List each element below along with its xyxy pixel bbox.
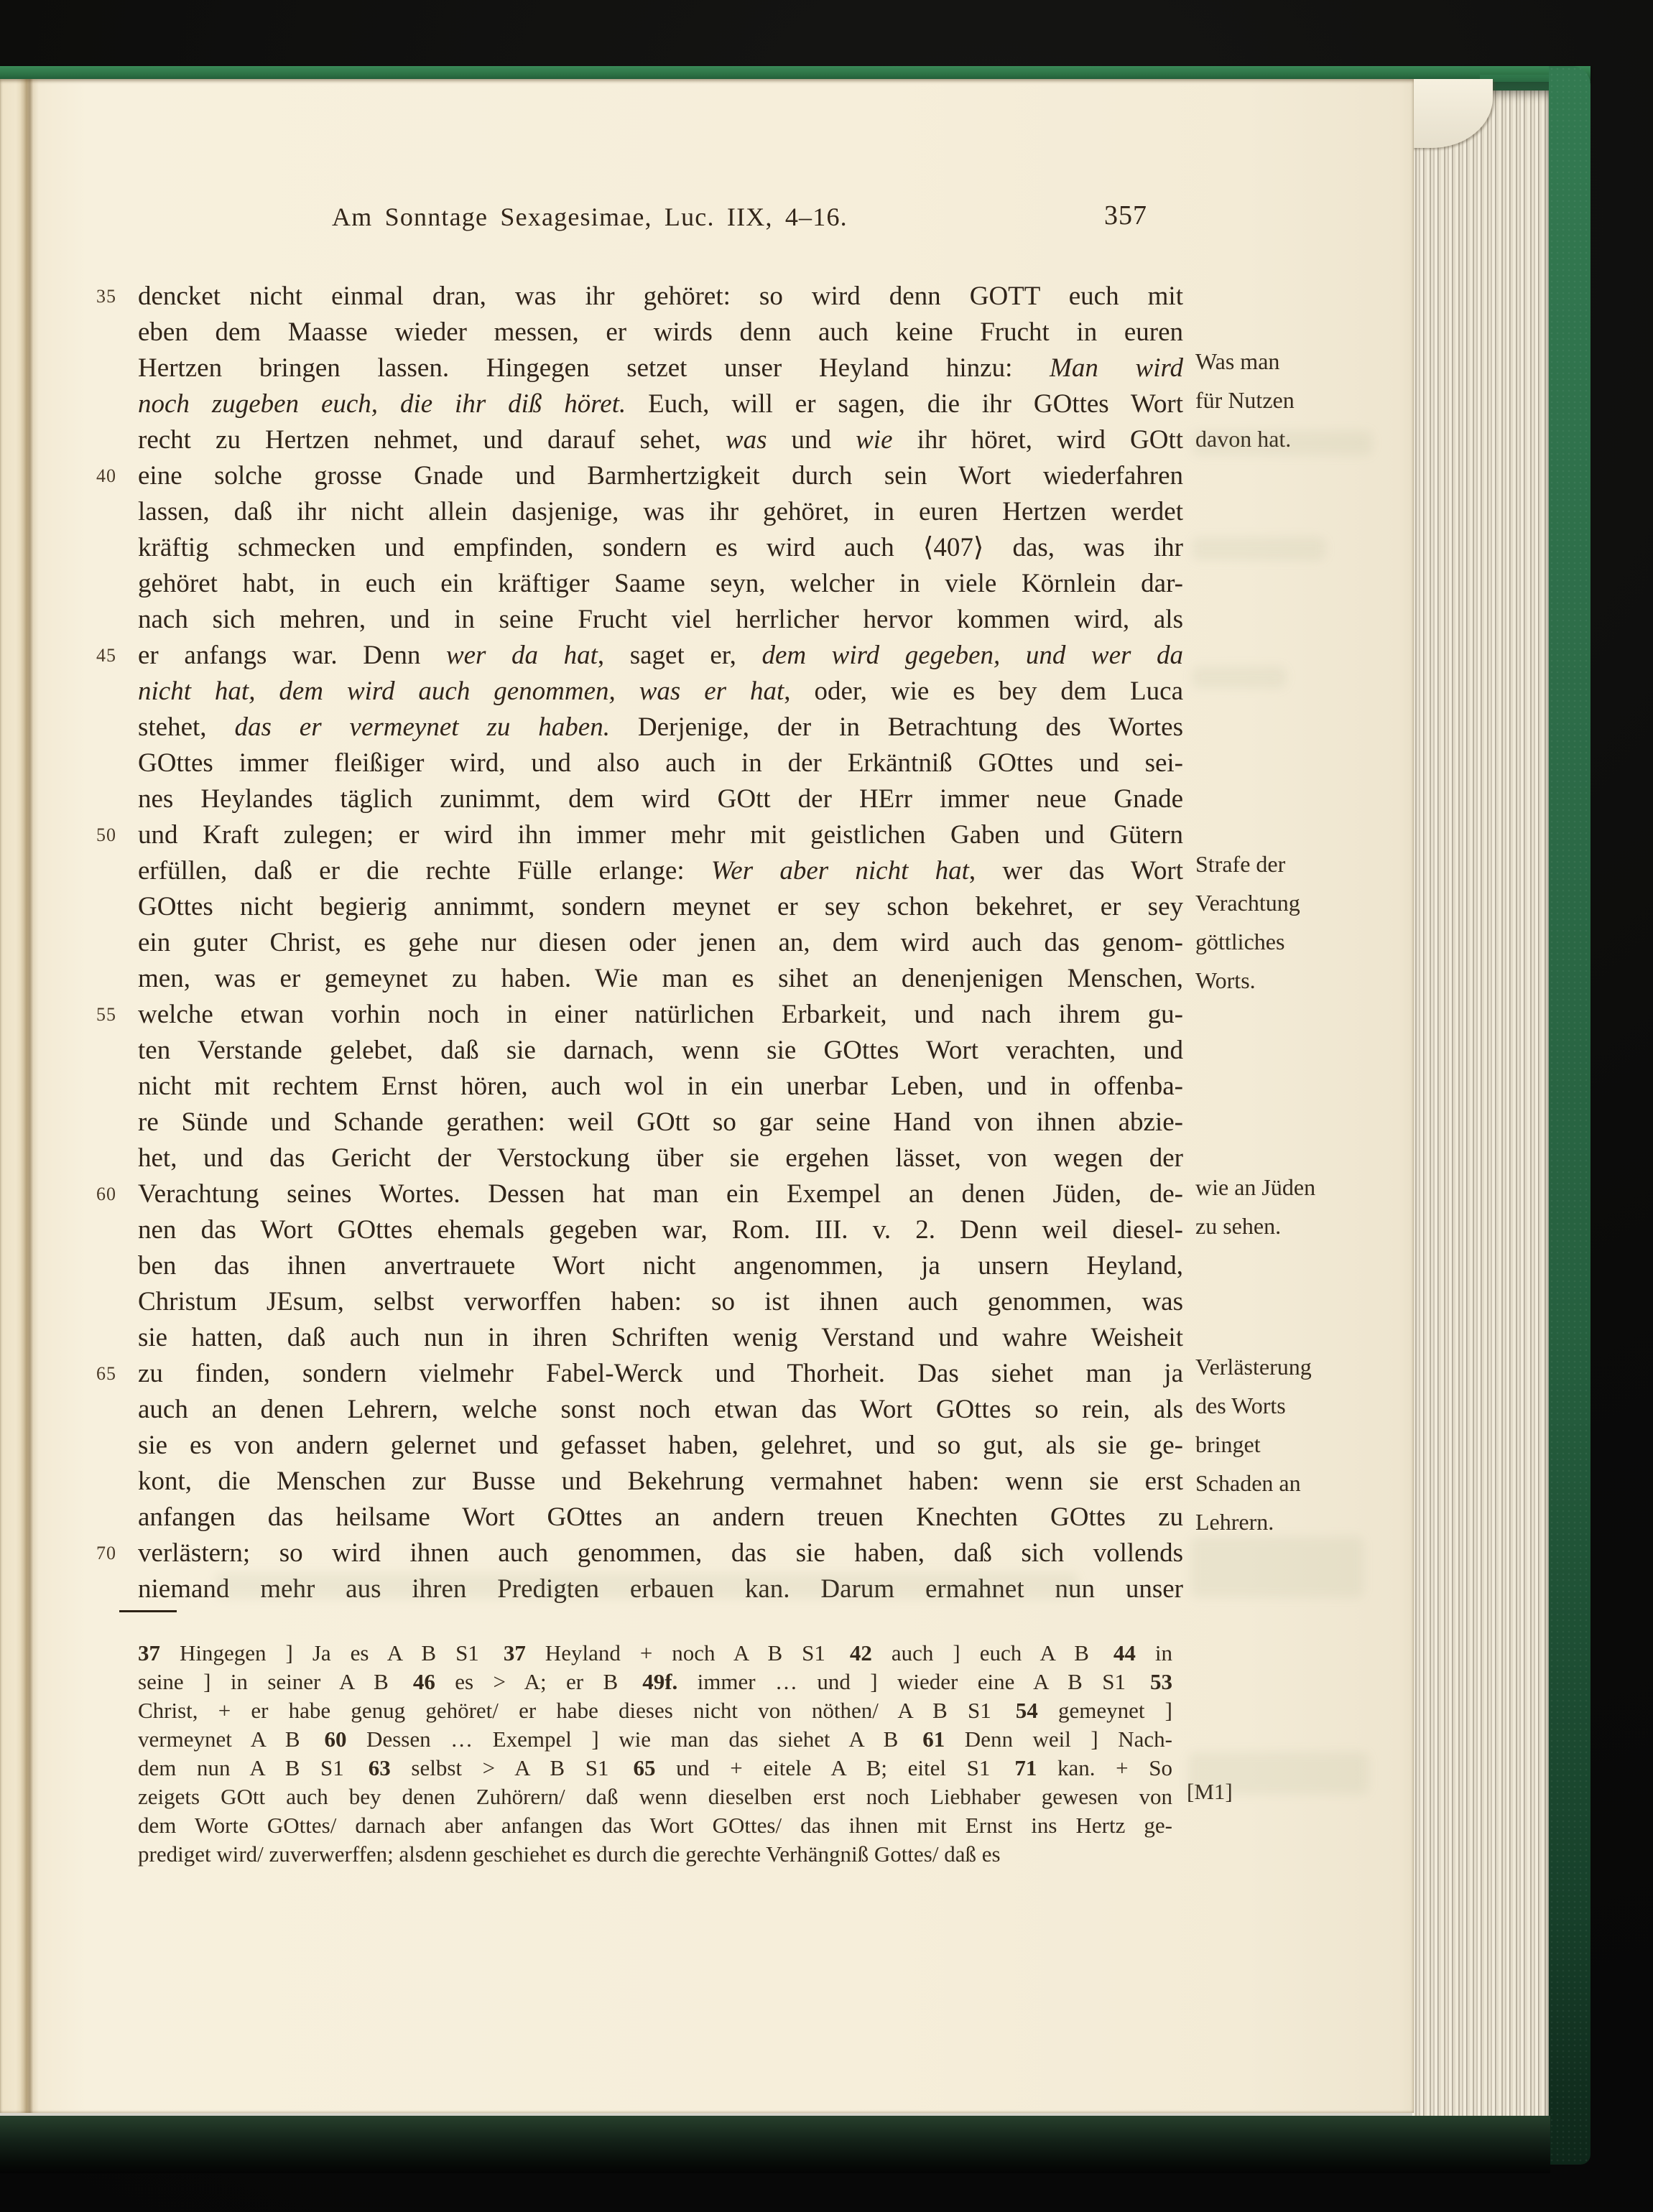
italic-text-segment: das er vermeynet zu haben. — [234, 712, 610, 742]
text-segment: Christum JEsum, selbst verworffen haben: so ist ihnen auch genommen, was — [138, 1287, 1183, 1316]
margin-note-line: Schaden an — [1195, 1470, 1301, 1496]
apparatus-text: immer … und ] wieder eine A B S1 — [677, 1669, 1126, 1694]
book-cover-right-edge — [1549, 66, 1591, 2165]
gutter-shadow — [20, 79, 39, 2113]
show-through-ghost — [216, 1573, 1078, 1599]
apparatus-line — [138, 1811, 1172, 1840]
text-line — [138, 710, 1183, 745]
apparatus-text: Christ, + er habe genug gehöret/ er habe dieses nicht von nöthen/ A B S1 — [138, 1698, 991, 1723]
text-segment: het, und das Gericht der Verstockung über sie ergehen lässet, von wegen der — [138, 1143, 1183, 1173]
text-line — [138, 566, 1183, 602]
apparatus-line — [138, 1840, 1172, 1869]
apparatus-line-ref: 54 — [1015, 1698, 1038, 1723]
text-line — [138, 1140, 1183, 1176]
text-line — [138, 1212, 1183, 1248]
text-segment: nen das Wort GOttes ehemals gegeben war, Rom. III. v. 2. Denn weil diesel- — [138, 1215, 1183, 1245]
text-segment: ben das ihnen anvertrauete Wort nicht angenommen, ja unsern Heyland, — [138, 1251, 1183, 1281]
apparatus-separator-rule — [119, 1610, 177, 1612]
apparatus-line — [138, 1783, 1172, 1811]
apparatus-line-ref: 49f. — [642, 1669, 678, 1694]
apparatus-line — [138, 1725, 1172, 1754]
text-line — [96, 817, 1183, 853]
italic-text-segment: was — [725, 425, 767, 455]
text-segment: ten Verstande gelebet, daß sie darnach, wenn sie GOttes Wort verachten, und — [138, 1036, 1183, 1065]
margin-note-line: für Nutzen — [1195, 387, 1295, 413]
text-segment: , oder, wie es bey dem Luca — [784, 677, 1184, 706]
text-segment: nach sich mehren, und in seine Frucht viel herrlicher hervor kommen wird, als — [138, 605, 1183, 634]
text-line — [138, 1069, 1183, 1105]
text-segment: GOttes immer fleißiger wird, und also auch in der Erkäntniß GOttes und sei- — [138, 748, 1183, 778]
text-line — [138, 386, 1183, 422]
text-segment: sie hatten, daß auch nun in ihren Schriften wenig Verstand und wahre Weisheit — [138, 1323, 1183, 1352]
italic-text-segment: wie — [856, 425, 893, 455]
text-line — [96, 458, 1183, 494]
text-line — [138, 1033, 1183, 1069]
margin-note-line: göttliches — [1195, 929, 1285, 954]
show-through-ghost — [1193, 431, 1372, 455]
text-segment: und — [767, 425, 856, 455]
apparatus-text: seine ] in seiner A B — [138, 1669, 389, 1694]
margin-note-line: zu sehen. — [1195, 1213, 1282, 1239]
text-segment: nes Heylandes täglich zunimmt, dem wird GOtt der HErr immer neue Gnade — [138, 784, 1183, 814]
apparatus-text: gemeynet ] — [1037, 1698, 1172, 1723]
italic-text-segment: wer da hat — [445, 641, 598, 670]
apparatus-text: selbst > A B S1 — [390, 1755, 609, 1780]
margin-note-line: wie an Jüden — [1195, 1174, 1316, 1200]
text-segment: zu finden, sondern vielmehr Fabel-Werck und Thorheit. Das siehet man ja — [138, 1359, 1183, 1388]
text-segment: stehet, — [138, 712, 235, 742]
italic-text-segment: noch zugeben euch, die ihr diß höret. — [138, 389, 626, 419]
text-line — [138, 315, 1183, 350]
text-line — [138, 853, 1183, 889]
text-line — [138, 961, 1183, 997]
apparatus-line-ref: 37 — [503, 1640, 526, 1665]
book-cover-bottom-edge — [0, 2116, 1550, 2173]
text-segment: nicht mit rechtem Ernst hören, auch wol in ein unerbar Leben, und in offenba- — [138, 1072, 1183, 1101]
apparatus-line-ref: 60 — [324, 1727, 347, 1752]
italic-text-segment: nicht hat, dem wird auch genommen, was er hat — [138, 677, 784, 706]
text-segment: welche etwan vorhin noch in einer natürlichen Erbarkeit, und nach ihrem gu- — [138, 1000, 1183, 1029]
text-segment: kont, die Menschen zur Busse und Bekehrung vermahnet haben: wenn sie erst — [138, 1467, 1183, 1496]
line-number: 55 — [96, 1004, 116, 1025]
show-through-ghost — [1191, 1537, 1363, 1597]
margin-note — [1195, 1168, 1364, 1245]
apparatus-text: dem nun A B S1 — [138, 1755, 344, 1780]
text-line — [138, 530, 1183, 566]
text-segment: er anfangs war. Denn — [138, 641, 446, 670]
text-segment: Euch, will er sagen, die ihr GOttes Wort — [626, 389, 1183, 419]
text-line — [138, 745, 1183, 781]
text-line — [138, 674, 1183, 710]
apparatus-line — [138, 1696, 1172, 1725]
margin-note-line: Lehrern. — [1195, 1509, 1274, 1535]
text-segment: gehöret habt, in euch ein kräftiger Saame seyn, welcher in viele Körnlein dar- — [138, 569, 1183, 598]
text-line — [96, 1176, 1183, 1212]
apparatus-text: in — [1135, 1640, 1172, 1665]
italic-text-segment: dem wird gegeben, und wer da — [761, 641, 1183, 670]
text-line — [96, 997, 1183, 1033]
page-number: 357 — [1104, 200, 1147, 231]
apparatus-line-ref: 42 — [849, 1640, 872, 1665]
apparatus-text: es > A; er B — [435, 1669, 619, 1694]
text-segment: Verachtung seines Wortes. Dessen hat man ein Exempel an denen Jüden, de- — [138, 1179, 1183, 1209]
apparatus-text: und + eitele A B; eitel S1 — [655, 1755, 991, 1780]
show-through-ghost — [1193, 666, 1286, 688]
text-line — [96, 1535, 1183, 1571]
text-segment: men, was er gemeynet zu haben. Wie man es sihet an denenjenigen Menschen, — [138, 964, 1183, 993]
margin-note — [1195, 1347, 1364, 1541]
margin-note-line: Was man — [1195, 348, 1280, 374]
text-line — [96, 638, 1183, 674]
text-line — [138, 1392, 1183, 1428]
text-line — [138, 1428, 1183, 1464]
text-line — [138, 781, 1183, 817]
margin-note — [1195, 845, 1364, 1000]
apparatus-text: Denn weil ] Nach- — [945, 1727, 1172, 1752]
text-segment: dencket nicht einmal dran, was ihr gehöret: so wird denn GOTT euch mit — [138, 282, 1183, 311]
text-line — [138, 889, 1183, 925]
line-number: 70 — [96, 1543, 116, 1563]
text-segment: auch an denen Lehrern, welche sonst noch etwan das Wort GOttes so rein, als — [138, 1395, 1183, 1424]
italic-text-segment: Man wird — [1050, 353, 1184, 383]
text-segment: kräftig schmecken und empfinden, sondern es wird auch ⟨407⟩ das, was ihr — [138, 533, 1183, 562]
text-segment: Hertzen bringen lassen. Hingegen setzet unser Heyland hinzu: — [138, 353, 1050, 383]
text-segment: GOttes nicht begierig annimmt, sondern meynet er sey schon bekehret, er sey — [138, 892, 1183, 921]
apparatus-line-ref: 37 — [138, 1640, 160, 1665]
apparatus-text: zeigets GOtt auch bey denen Zuhörern/ daß wenn dieselben erst noch Liebhaber gewesen von — [138, 1784, 1172, 1809]
text-segment: eine solche grosse Gnade und Barmhertzigkeit durch sein Wort wiederfahren — [138, 461, 1183, 491]
apparatus-line-ref: 44 — [1113, 1640, 1136, 1665]
text-segment: , wer das Wort — [968, 856, 1183, 886]
line-number: 50 — [96, 824, 116, 845]
apparatus-text: prediget wird/ zuverwerffen; alsdenn geschiehet es durch die gerechte Verhängniß Gottes/ daß es — [138, 1841, 1001, 1867]
text-line — [96, 279, 1183, 315]
apparatus-text: vermeynet A B — [138, 1727, 300, 1752]
margin-note-line: davon hat. — [1195, 426, 1292, 452]
text-line — [138, 1105, 1183, 1140]
text-segment: anfangen das heilsame Wort GOttes an andern treuen Knechten GOttes zu — [138, 1502, 1183, 1532]
apparatus-line-ref: 63 — [368, 1755, 391, 1780]
text-line — [138, 1284, 1183, 1320]
text-segment: lassen, daß ihr nicht allein dasjenige, was ihr gehöret, in euren Hertzen werdet — [138, 497, 1183, 526]
line-number: 65 — [96, 1363, 116, 1384]
apparatus-line-ref: 53 — [1150, 1669, 1172, 1694]
apparatus-line-ref: 71 — [1014, 1755, 1037, 1780]
text-line — [138, 350, 1183, 386]
apparatus-text: Dessen … Exempel ] wie man das siehet A B — [346, 1727, 899, 1752]
apparatus-line-ref: 65 — [633, 1755, 656, 1780]
text-segment: und Kraft zulegen; er wird ihn immer mehr mit geistlichen Gaben und Gütern — [138, 820, 1183, 850]
text-segment: verlästern; so wird ihnen auch genommen, das sie haben, daß sich vollends — [138, 1538, 1183, 1568]
apparatus-text: Hingegen ] Ja es A B S1 — [160, 1640, 479, 1665]
text-segment: eben dem Maasse wieder messen, er wirds denn auch keine Frucht in euren — [138, 317, 1183, 347]
apparatus-line-ref: 46 — [412, 1669, 435, 1694]
margin-note-line: des Worts — [1195, 1393, 1286, 1418]
margin-marker: [M1] — [1187, 1779, 1233, 1804]
text-line — [138, 602, 1183, 638]
margin-note-line: bringet — [1195, 1431, 1261, 1457]
running-head: Am Sonntage Sexagesimae, Luc. IIX, 4–16. — [332, 203, 848, 231]
text-line — [138, 925, 1183, 961]
text-line — [138, 1248, 1183, 1284]
text-line — [96, 1356, 1183, 1392]
text-line — [138, 494, 1183, 530]
show-through-ghost — [1189, 1752, 1369, 1794]
text-block — [96, 279, 1184, 1607]
apparatus-line — [138, 1754, 1172, 1783]
critical-apparatus — [138, 1639, 1172, 1869]
margin-note-line: Verlästerung — [1195, 1354, 1312, 1380]
show-through-ghost — [1193, 537, 1325, 560]
text-segment: recht zu Hertzen nehmet, und darauf sehet, — [138, 425, 726, 455]
text-segment: ihr höret, wird GOtt — [892, 425, 1184, 455]
apparatus-text: Heyland + noch A B S1 — [525, 1640, 825, 1665]
text-segment: niemand mehr aus ihren Predigten erbauen kan. Darum ermahnet nun unser — [138, 1574, 1183, 1604]
text-segment: erfüllen, daß er die rechte Fülle erlange: — [138, 856, 711, 886]
apparatus-text: dem Worte GOttes/ darnach aber anfangen das Wort GOttes/ das ihnen mit Ernst ins Hertz ge- — [138, 1813, 1172, 1838]
apparatus-line — [138, 1668, 1172, 1696]
line-number: 35 — [96, 286, 116, 307]
margin-note-line: Worts. — [1195, 967, 1256, 993]
line-number: 40 — [96, 465, 116, 486]
text-segment: re Sünde und Schande gerathen: weil GOtt so gar seine Hand von ihnen abzie- — [138, 1107, 1183, 1137]
text-line — [138, 1464, 1183, 1500]
apparatus-text: auch ] euch A B — [871, 1640, 1089, 1665]
text-line — [138, 1500, 1183, 1535]
text-segment: sie es von andern gelernet und gefasset haben, gelehret, und so gut, als sie ge- — [138, 1431, 1183, 1460]
italic-text-segment: Wer aber nicht hat — [710, 856, 969, 886]
page-stack-fore-edge — [1412, 90, 1550, 2123]
line-number: 45 — [96, 645, 116, 666]
margin-note-line: Strafe der — [1195, 851, 1286, 877]
text-line — [138, 422, 1183, 458]
margin-note-line: Verachtung — [1195, 890, 1300, 916]
text-segment: ein guter Christ, es gehe nur diesen oder jenen an, dem wird auch das genom- — [138, 928, 1183, 957]
text-segment: , saget er, — [597, 641, 762, 670]
apparatus-line-ref: 61 — [922, 1727, 945, 1752]
text-line — [138, 1320, 1183, 1356]
text-segment: Derjenige, der in Betrachtung des Wortes — [609, 712, 1183, 742]
apparatus-line — [138, 1639, 1172, 1668]
apparatus-text: kan. + So — [1037, 1755, 1172, 1780]
line-number: 60 — [96, 1184, 116, 1204]
